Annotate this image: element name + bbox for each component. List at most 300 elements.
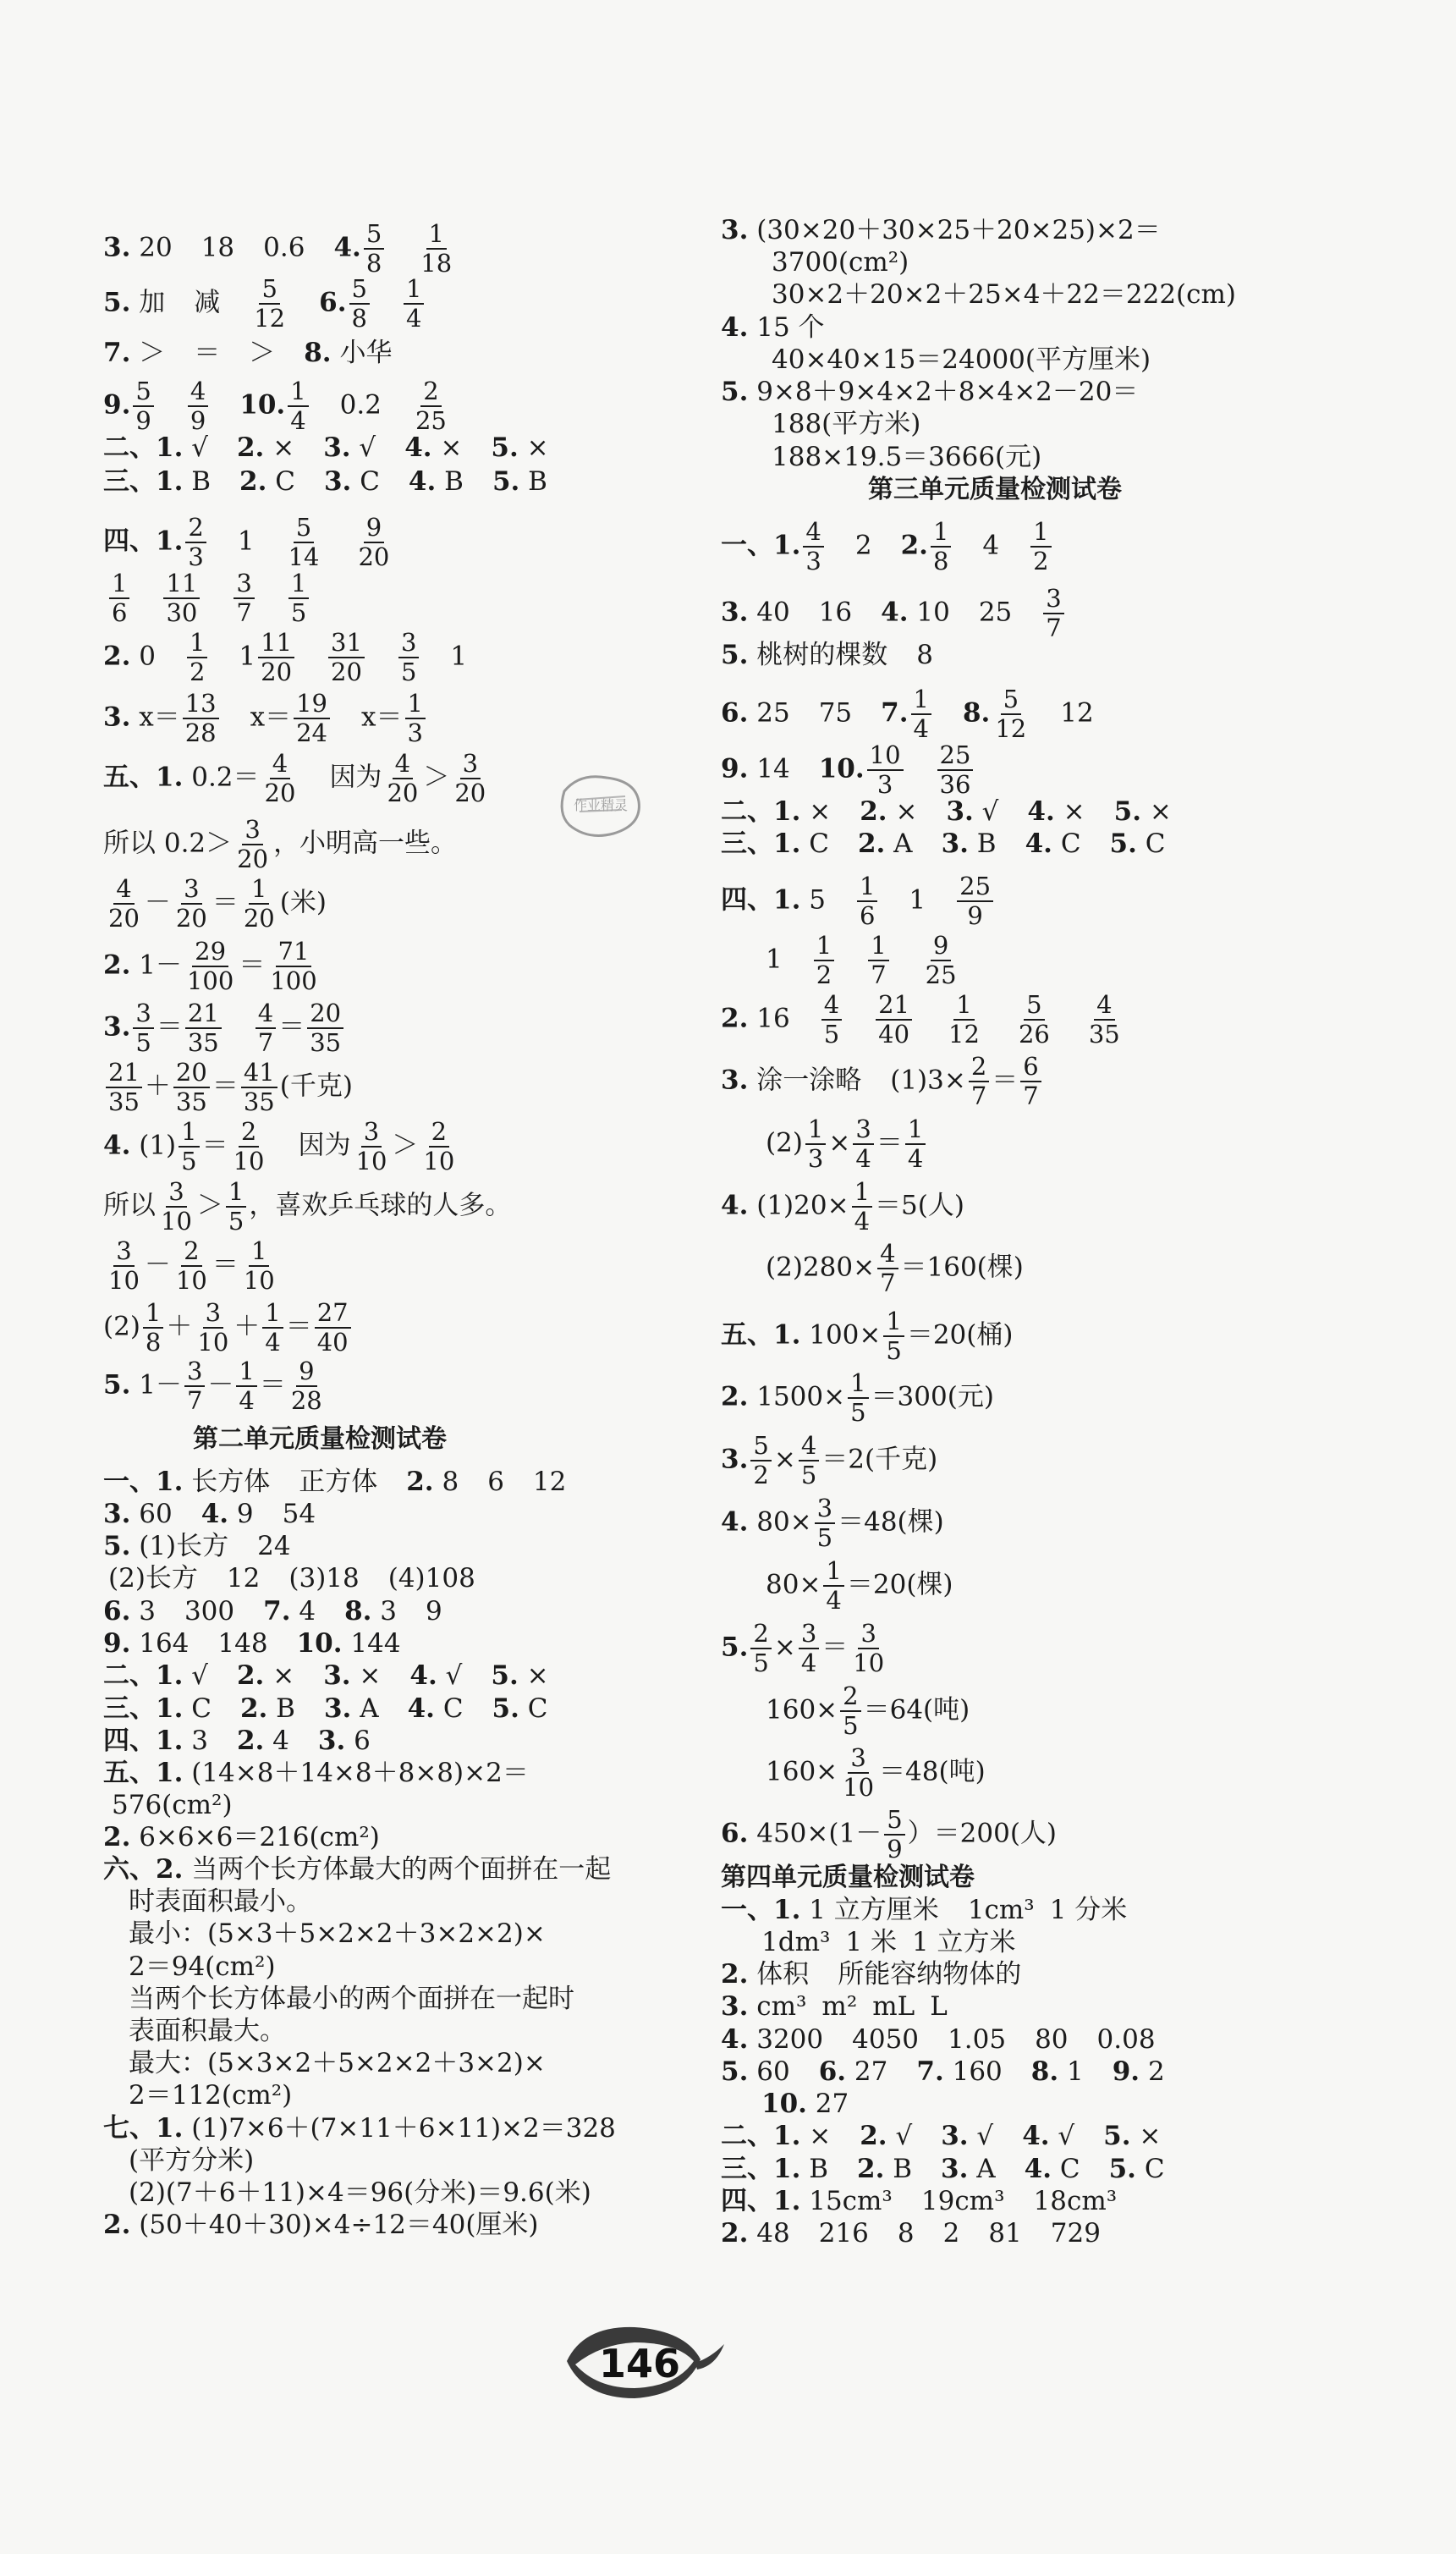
item-number: 3. — [323, 432, 351, 463]
answer-text: ＝ — [821, 1632, 849, 1663]
fraction — [315, 1298, 351, 1357]
item-number: 4. — [881, 597, 909, 628]
item-number: 二、1. — [103, 1660, 184, 1691]
right-line — [721, 2024, 1156, 2055]
answer-text: ＞ — [392, 1130, 419, 1161]
right-line — [721, 312, 825, 343]
answer-text: 4 — [264, 1726, 289, 1756]
answer-text: 12 — [226, 1563, 261, 1593]
answer-text: ＞ — [423, 762, 450, 793]
answer-text: 25 — [748, 697, 790, 729]
left-line — [103, 874, 327, 933]
answer-text: 27 — [846, 2056, 888, 2087]
item-number: 3. — [317, 1726, 346, 1756]
answer-text: 2 — [1140, 2056, 1165, 2087]
answer-text: 100× — [800, 1319, 882, 1351]
right-line — [721, 1496, 944, 1550]
numerator: 3 — [361, 1120, 382, 1148]
right-line — [721, 379, 1138, 405]
item-number: 2. — [103, 1822, 131, 1852]
item-number: 三、1. — [721, 828, 801, 859]
numerator: 1 — [109, 571, 129, 599]
numerator: 3 — [166, 1180, 186, 1208]
denominator: 4 — [265, 1328, 281, 1357]
numerator: 3 — [858, 1621, 878, 1649]
numerator: 1 — [262, 1301, 283, 1329]
denominator: 20 — [454, 779, 486, 807]
numerator: 20 — [173, 1060, 210, 1088]
fraction — [255, 1001, 276, 1055]
item-number: 七、1. — [103, 2113, 184, 2144]
denominator: 3 — [876, 770, 893, 799]
denominator: 10 — [853, 1649, 885, 1677]
item-number: 4. — [1027, 796, 1055, 827]
answer-text: 60 — [130, 1499, 173, 1529]
item-number: 10. — [761, 2089, 807, 2119]
answer-text: (2)长方 — [108, 1563, 198, 1593]
denominator: 14 — [288, 542, 320, 571]
denominator: 5 — [843, 1711, 859, 1740]
numerator: 3 — [398, 630, 419, 658]
answer-text: ＝64(吨) — [863, 1694, 970, 1726]
right-line — [721, 517, 1054, 575]
denominator: 7 — [1023, 1082, 1039, 1110]
answer-text: × — [800, 796, 832, 827]
numerator: 1 — [236, 1359, 256, 1387]
answer-text: 188(平方米) — [772, 409, 921, 439]
item-number: 五、1. — [103, 1758, 184, 1788]
denominator: 12 — [948, 1020, 980, 1049]
answer-text: C — [1135, 2154, 1165, 2184]
item-number: 3. — [323, 1660, 351, 1691]
answer-text: 1 — [237, 526, 255, 557]
item-number: 2. — [103, 2210, 131, 2240]
numerator: 5 — [259, 277, 279, 305]
item-number: 2. — [721, 1959, 749, 1990]
fraction — [106, 1236, 142, 1295]
fraction — [418, 219, 454, 278]
fraction — [294, 691, 330, 746]
right-line — [766, 933, 962, 988]
numerator: 1 — [931, 520, 951, 548]
answer-text: 1dm³ — [761, 1927, 831, 1957]
numerator: 19 — [294, 691, 330, 719]
answer-text: × — [1130, 2121, 1162, 2151]
item-number: 2. — [721, 2218, 749, 2249]
denominator: 7 — [871, 961, 887, 989]
answer-text: A — [885, 828, 913, 859]
item-number: 3. — [946, 796, 974, 827]
fraction — [307, 1001, 343, 1055]
section-title: 第三单元质量检测试卷 — [868, 475, 1122, 504]
fraction — [946, 990, 982, 1049]
answer-text: × — [828, 1127, 851, 1159]
answer-text: m² — [821, 1991, 858, 2022]
left-line — [107, 571, 311, 625]
denominator: 9 — [967, 901, 983, 930]
answer-text: 2＝112(cm²) — [129, 2080, 293, 2111]
answer-text: 160× — [766, 1694, 838, 1726]
left-line — [103, 1469, 566, 1495]
numerator: 3 — [234, 571, 254, 599]
item-number: 4. — [1024, 2154, 1052, 2184]
answer-text: ＝ — [259, 1369, 286, 1401]
denominator: 7 — [186, 1386, 203, 1415]
denominator: 30 — [166, 598, 198, 627]
left-line — [103, 274, 426, 333]
answer-text: 所以 — [103, 1190, 156, 1221]
numerator: 21 — [106, 1060, 142, 1088]
item-number: 9. — [721, 753, 749, 784]
left-line — [103, 2113, 616, 2144]
item-number: 2. — [857, 828, 886, 859]
answer-text: C — [1052, 828, 1081, 859]
item-number: 2. — [860, 796, 887, 827]
answer-text: (50＋40＋30)×4÷12＝40(厘米) — [130, 2210, 539, 2240]
answer-text: (1) — [130, 1130, 177, 1161]
item-number: 4. — [408, 466, 437, 497]
numerator: 11 — [258, 630, 294, 658]
answer-text: 300 — [184, 1596, 235, 1627]
section-title: 第二单元质量检测试卷 — [193, 1424, 447, 1454]
denominator: 100 — [270, 966, 317, 995]
fraction — [398, 630, 419, 685]
answer-text: C — [1052, 2154, 1080, 2184]
left-line — [103, 1060, 353, 1115]
item-number: 3. — [941, 828, 969, 859]
denominator: 2 — [816, 961, 832, 989]
answer-text: × — [1054, 796, 1085, 827]
right-line — [721, 874, 996, 928]
answer-text: 30×2＋20×2＋25×4＋22＝222(cm) — [772, 279, 1236, 310]
item-number: 5. — [721, 1632, 749, 1663]
answer-text: ＝5(人) — [875, 1190, 964, 1221]
fraction — [286, 515, 322, 570]
answer-text: 所以 0.2＞ — [103, 828, 233, 859]
answer-text: 4050 — [852, 2024, 920, 2055]
page-number-badge — [550, 2310, 728, 2412]
fraction — [840, 1743, 876, 1802]
item-number: 6. — [103, 1596, 131, 1627]
right-line — [721, 1864, 975, 1891]
fraction — [288, 379, 308, 433]
item-number: 二、1. — [103, 432, 184, 463]
answer-text: － — [144, 887, 171, 918]
fraction — [241, 1060, 277, 1115]
right-line — [766, 1556, 953, 1615]
denominator: 6 — [859, 901, 876, 930]
item-number: 3. — [721, 1991, 749, 2022]
left-line — [129, 1886, 312, 1917]
item-number: 5. — [721, 640, 749, 670]
numerator: 5 — [1024, 993, 1044, 1021]
item-number: 四、1. — [103, 526, 184, 557]
denominator: 20 — [237, 845, 269, 873]
fraction — [905, 1117, 926, 1171]
denominator: 20 — [264, 779, 296, 807]
answer-text: 144 — [342, 1628, 401, 1659]
fraction — [840, 1684, 860, 1738]
answer-text: × — [1141, 796, 1172, 827]
answer-text: 80× — [748, 1506, 812, 1538]
numerator: 27 — [315, 1301, 351, 1329]
answer-text: 当两个长方体最大的两个面拼在一起 — [183, 1854, 612, 1885]
denominator: 10 — [197, 1328, 229, 1357]
numerator: 5 — [294, 515, 314, 543]
answer-text: 1cm³ — [967, 1895, 1035, 1925]
answer-text: 12 — [532, 1467, 567, 1497]
answer-text: 160 — [943, 2056, 1003, 2087]
denominator: 35 — [108, 1087, 140, 1116]
denominator: 20 — [108, 904, 140, 933]
answer-text: 40 — [748, 597, 790, 628]
denominator: 35 — [243, 1087, 275, 1116]
right-line — [772, 279, 1236, 310]
item-number: 6. — [818, 2056, 847, 2087]
item-number: 4. — [201, 1499, 229, 1529]
fraction — [957, 874, 993, 928]
numerator: 3 — [853, 1117, 873, 1145]
answer-text: C — [800, 828, 829, 859]
fraction — [805, 1117, 826, 1171]
left-line — [103, 219, 457, 278]
denominator: 9 — [135, 406, 151, 435]
answer-text: 60 — [748, 2056, 790, 2087]
numerator: 29 — [192, 939, 228, 967]
answer-text: 0.2＝ — [183, 762, 260, 793]
fraction — [236, 1359, 256, 1413]
numerator: 1 — [187, 630, 207, 658]
left-line — [129, 2018, 286, 2045]
fraction — [852, 1177, 872, 1236]
denominator: 10 — [175, 1266, 207, 1295]
numerator: 10 — [867, 743, 904, 771]
right-line — [772, 247, 909, 278]
right-line — [772, 344, 1151, 375]
answer-text: ，小明高一些。 — [273, 828, 458, 859]
numerator: 2 — [239, 1120, 259, 1148]
numerator: 5 — [133, 379, 153, 407]
denominator: 3 — [805, 547, 821, 575]
item-number: 5. — [491, 1660, 519, 1691]
answer-text: 8 — [897, 2218, 915, 2249]
answer-text: 9 — [228, 1499, 254, 1529]
numerator: 9 — [931, 933, 951, 961]
answer-text: 20 — [130, 232, 173, 263]
fraction — [158, 1177, 195, 1236]
item-number: 3. — [103, 1011, 131, 1043]
denominator: 5 — [753, 1649, 769, 1677]
answer-text: × — [518, 432, 549, 463]
answer-text: B — [968, 828, 997, 859]
numerator: 3 — [460, 751, 481, 779]
fraction — [258, 630, 294, 685]
answer-text: 8 — [433, 1467, 459, 1497]
answer-text: × — [887, 796, 918, 827]
answer-text: 18cm³ — [1033, 2186, 1118, 2216]
denominator: 18 — [420, 249, 453, 278]
fraction — [187, 630, 207, 685]
numerator: 3 — [848, 1746, 868, 1774]
item-number: 2. — [239, 1693, 268, 1724]
fraction — [868, 933, 888, 988]
fraction — [185, 515, 206, 570]
numerator: 13 — [183, 691, 219, 719]
answer-text: (1)3× — [890, 1065, 966, 1096]
denominator: 12 — [995, 714, 1027, 743]
answer-text: 2＝94(cm²) — [129, 1951, 276, 1982]
denominator: 10 — [355, 1147, 387, 1175]
fraction — [288, 1359, 325, 1413]
denominator: 12 — [254, 304, 286, 333]
numerator: 4 — [188, 379, 208, 407]
numerator: 41 — [241, 1060, 277, 1088]
answer-text: 因为 — [329, 762, 382, 793]
answer-text: × — [773, 1632, 796, 1663]
denominator: 25 — [925, 961, 957, 989]
fraction — [1043, 586, 1063, 641]
answer-text: 6 — [345, 1726, 371, 1756]
denominator: 5 — [816, 1523, 833, 1552]
left-line — [129, 1986, 574, 2012]
left-line — [129, 1918, 546, 1949]
numerator: 4 — [799, 1434, 819, 1461]
item-number: 二、1. — [721, 796, 801, 827]
numerator: 21 — [876, 993, 912, 1021]
item-number: 3. — [103, 232, 131, 263]
answer-text: √ — [1049, 2121, 1075, 2151]
denominator: 7 — [880, 1269, 896, 1297]
answer-text: (1)7×6＋(7×11＋6×11)×2＝328 — [183, 2113, 616, 2144]
section-title: 第四单元质量检测试卷 — [721, 1863, 975, 1892]
right-line — [721, 1959, 1022, 1990]
fraction — [1020, 1054, 1041, 1109]
denominator: 10 — [243, 1266, 275, 1295]
answer-text: (2)(7＋6＋11)×4＝96(分米)＝9.6(米) — [129, 2177, 591, 2208]
item-number: 5. — [103, 1369, 131, 1401]
fraction — [1086, 990, 1123, 1049]
item-number: 3. — [323, 466, 352, 497]
right-line — [721, 2156, 1165, 2182]
numerator: 2 — [429, 1120, 449, 1148]
left-line — [129, 2145, 255, 2176]
fraction — [799, 1431, 819, 1489]
numerator: 9 — [296, 1359, 316, 1387]
item-number: 7. — [103, 338, 131, 368]
fraction — [931, 517, 951, 575]
denominator: 5 — [290, 598, 307, 627]
right-line — [766, 1743, 986, 1802]
answer-text: 27 — [806, 2089, 849, 2119]
numerator: 1 — [905, 1117, 926, 1145]
denominator: 8 — [365, 249, 382, 278]
answer-text: ＋ — [144, 1071, 171, 1102]
right-line — [721, 217, 1161, 244]
answer-text: 桃树的棵数 — [748, 640, 888, 670]
fraction — [241, 1236, 277, 1295]
answer-text: ＝48(棵) — [838, 1506, 944, 1538]
fraction — [188, 379, 208, 433]
answer-text: 0.2 — [339, 389, 382, 421]
item-number: 8. — [1030, 2056, 1059, 2087]
item-number: 2. — [239, 466, 267, 497]
numerator: 6 — [1020, 1054, 1041, 1082]
right-line — [721, 740, 975, 799]
right-line — [721, 796, 1172, 827]
numerator: 1 — [404, 277, 424, 305]
denominator: 7 — [236, 598, 252, 627]
denominator: 9 — [190, 406, 206, 435]
fraction — [384, 751, 420, 806]
numerator: 4 — [821, 993, 842, 1021]
item-number: 9. — [103, 1628, 131, 1659]
numerator: 3 — [113, 1239, 134, 1267]
answer-text: × — [800, 2121, 832, 2151]
fraction — [355, 515, 392, 570]
left-line — [103, 1728, 371, 1754]
item-number: 三、1. — [103, 466, 184, 497]
denominator: 24 — [296, 718, 328, 747]
answer-text: 3 — [183, 1726, 208, 1756]
numerator: 1 — [249, 877, 269, 905]
denominator: 28 — [290, 1386, 322, 1415]
item-number: 3. — [103, 702, 131, 733]
fraction — [823, 1556, 843, 1615]
answer-text: C — [1136, 828, 1166, 859]
answer-text: 75 — [818, 697, 853, 729]
left-line — [103, 751, 491, 806]
numerator: 1 — [426, 222, 447, 250]
answer-text: A — [968, 2154, 996, 2184]
item-number: 5. — [492, 1693, 519, 1724]
numerator: 5 — [884, 1808, 904, 1836]
item-number: 4. — [1025, 828, 1052, 859]
item-number: 3. — [721, 1065, 749, 1096]
left-line — [103, 515, 394, 570]
answer-text: 1 — [1058, 2056, 1084, 2087]
item-number: 4. — [721, 1506, 749, 1538]
numerator: 5 — [349, 277, 370, 305]
item-number: 7. — [916, 2056, 944, 2087]
answer-text: x＝ — [250, 702, 292, 733]
answer-text: 0 — [130, 641, 156, 672]
numerator: 1 — [288, 379, 308, 407]
fraction — [106, 1060, 142, 1115]
answer-text: A — [351, 1693, 379, 1724]
numerator: 1 — [814, 933, 834, 961]
right-line — [721, 2188, 1117, 2215]
answer-text: √ — [183, 1660, 208, 1691]
answer-text: C — [434, 1693, 464, 1724]
svg-text:作业精灵: 作业精灵 — [573, 797, 629, 813]
denominator: 28 — [184, 718, 217, 747]
fraction — [848, 1368, 868, 1427]
item-number: 2. — [900, 530, 928, 561]
numerator: 3 — [133, 1001, 153, 1029]
left-line — [129, 2080, 293, 2111]
item-number: 2. — [721, 1381, 749, 1412]
left-line — [129, 2050, 546, 2077]
item-number: 四、1. — [721, 884, 801, 916]
left-line — [103, 817, 457, 872]
answer-text: 80× — [766, 1569, 821, 1600]
answer-text: (2)280× — [766, 1252, 876, 1283]
fraction — [452, 751, 488, 806]
denominator: 4 — [855, 1144, 871, 1173]
numerator: 1 — [226, 1180, 246, 1208]
answer-text: (米) — [279, 887, 327, 918]
answer-text: × — [264, 1660, 295, 1691]
